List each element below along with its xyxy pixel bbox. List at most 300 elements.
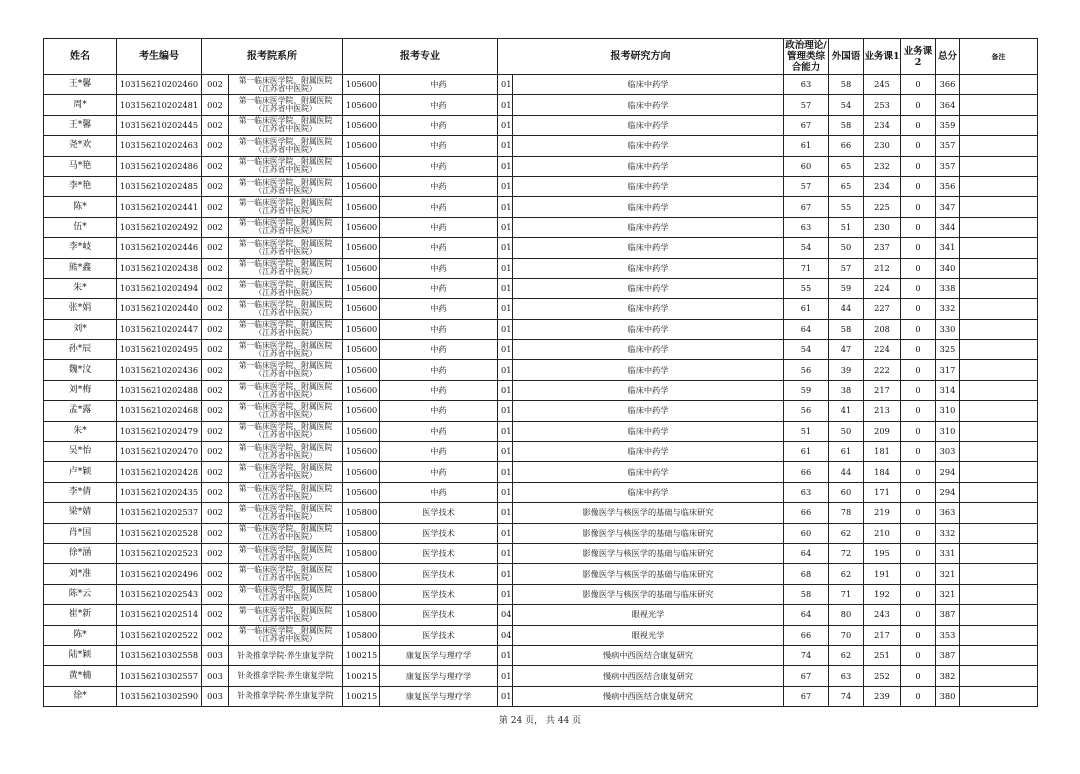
score-foreign: 58 <box>829 75 864 95</box>
remark <box>960 482 1038 502</box>
direction-name: 临床中药学 <box>513 115 784 135</box>
page-footer: 第 24 页， 共 44 页 <box>498 716 582 726</box>
candidate-name: 魏*汶 <box>44 360 117 380</box>
direction-name: 影像医学与核医学的基础与临床研究 <box>513 503 784 523</box>
score-course2: 0 <box>901 95 936 115</box>
major-code: 105600 <box>343 482 380 502</box>
remark <box>960 176 1038 196</box>
direction-name: 临床中药学 <box>513 278 784 298</box>
direction-code: 01 <box>498 136 513 156</box>
candidate-name: 陈*云 <box>44 584 117 604</box>
score-foreign: 51 <box>829 217 864 237</box>
exam-id: 103156210202494 <box>117 278 202 298</box>
dept-name-line1: 第一临床医学院、附属医院 <box>238 279 333 289</box>
direction-code: 01 <box>498 360 513 380</box>
score-foreign: 38 <box>829 380 864 400</box>
major-name: 中药 <box>380 380 498 400</box>
major-name: 医学技术 <box>380 625 498 645</box>
table-row <box>44 278 1038 298</box>
remark <box>960 543 1038 563</box>
candidate-name: 张*娟 <box>44 299 117 319</box>
dept-name <box>229 564 343 584</box>
dept-name-line2: （江苏省中医院） <box>254 165 317 175</box>
candidate-name: 李*倩 <box>44 482 117 502</box>
direction-code: 04 <box>498 605 513 625</box>
remark <box>960 686 1038 706</box>
table-row <box>44 625 1038 645</box>
direction-name: 临床中药学 <box>513 238 784 258</box>
dept-name <box>229 523 343 543</box>
score-politics: 64 <box>784 319 829 339</box>
candidate-name: 徐* <box>44 686 117 706</box>
score-politics: 60 <box>784 156 829 176</box>
direction-code: 01 <box>498 278 513 298</box>
score-total: 310 <box>936 421 960 441</box>
dept-name-line1: 第一临床医学院、附属医院 <box>238 503 333 513</box>
table-row <box>44 238 1038 258</box>
table-row <box>44 543 1038 563</box>
score-course1: 222 <box>864 360 901 380</box>
dept-name-line1: 第一临床医学院、附属医院 <box>238 340 333 350</box>
major-name: 中药 <box>380 421 498 441</box>
dept-name <box>229 340 343 360</box>
major-code: 105600 <box>343 238 380 258</box>
dept-name <box>229 217 343 237</box>
major-code: 105800 <box>343 584 380 604</box>
score-course2: 0 <box>901 605 936 625</box>
remark <box>960 421 1038 441</box>
dept-name-line1: 第一临床医学院、附属医院 <box>238 198 333 208</box>
candidate-name: 刘* <box>44 319 117 339</box>
major-name: 中药 <box>380 217 498 237</box>
dept-name <box>229 605 343 625</box>
dept-code: 002 <box>202 523 229 543</box>
score-course1: 234 <box>864 176 901 196</box>
score-foreign: 59 <box>829 278 864 298</box>
score-course1: 253 <box>864 95 901 115</box>
score-course2: 0 <box>901 686 936 706</box>
major-name: 康复医学与理疗学 <box>380 686 498 706</box>
score-course2: 0 <box>901 666 936 686</box>
score-course2: 0 <box>901 401 936 421</box>
dept-name-line2: （江苏省中医院） <box>254 369 317 379</box>
candidate-name: 尧*欢 <box>44 136 117 156</box>
dept-name-line1: 第一临床医学院、附属医院 <box>238 626 333 636</box>
direction-name: 临床中药学 <box>513 258 784 278</box>
header-name: 姓名 <box>44 39 117 75</box>
direction-name: 影像医学与核医学的基础与临床研究 <box>513 543 784 563</box>
dept-name <box>229 299 343 319</box>
score-foreign: 66 <box>829 136 864 156</box>
dept-code: 002 <box>202 605 229 625</box>
major-name: 中药 <box>380 299 498 319</box>
table-row <box>44 380 1038 400</box>
candidate-name: 黄*楠 <box>44 666 117 686</box>
dept-name-line2: （江苏省中医院） <box>254 348 317 358</box>
score-politics: 54 <box>784 340 829 360</box>
direction-name: 临床中药学 <box>513 299 784 319</box>
score-total: 325 <box>936 340 960 360</box>
score-course1: 219 <box>864 503 901 523</box>
dept-name <box>229 278 343 298</box>
dept-name-line2: （江苏省中医院） <box>254 532 317 542</box>
score-total: 332 <box>936 299 960 319</box>
dept-code: 002 <box>202 95 229 115</box>
remark <box>960 380 1038 400</box>
major-code: 105600 <box>343 156 380 176</box>
major-code: 105800 <box>343 523 380 543</box>
exam-id: 103156210202435 <box>117 482 202 502</box>
exam-id: 103156210202463 <box>117 136 202 156</box>
direction-name: 影像医学与核医学的基础与临床研究 <box>513 584 784 604</box>
dept-code: 002 <box>202 482 229 502</box>
dept-name <box>229 156 343 176</box>
exam-id: 103156210202496 <box>117 564 202 584</box>
candidate-name: 朱* <box>44 278 117 298</box>
direction-code: 01 <box>498 238 513 258</box>
dept-code: 002 <box>202 278 229 298</box>
score-foreign: 74 <box>829 686 864 706</box>
score-politics: 51 <box>784 421 829 441</box>
major-code: 105800 <box>343 625 380 645</box>
score-foreign: 65 <box>829 156 864 176</box>
table-row <box>44 645 1038 665</box>
score-course2: 0 <box>901 299 936 319</box>
direction-name: 临床中药学 <box>513 176 784 196</box>
score-politics: 67 <box>784 686 829 706</box>
dept-code: 002 <box>202 360 229 380</box>
major-name: 医学技术 <box>380 503 498 523</box>
score-course2: 0 <box>901 115 936 135</box>
direction-code: 01 <box>498 340 513 360</box>
direction-code: 01 <box>498 442 513 462</box>
table-row <box>44 136 1038 156</box>
score-course1: 209 <box>864 421 901 441</box>
remark <box>960 503 1038 523</box>
direction-code: 01 <box>498 462 513 482</box>
dept-name-line2: （江苏省中医院） <box>254 491 317 501</box>
score-total: 387 <box>936 605 960 625</box>
score-course2: 0 <box>901 645 936 665</box>
score-course2: 0 <box>901 75 936 95</box>
dept-name-line1: 第一临床医学院、附属医院 <box>238 238 333 248</box>
major-code: 100215 <box>343 666 380 686</box>
major-code: 100215 <box>343 686 380 706</box>
table-row <box>44 666 1038 686</box>
dept-code: 002 <box>202 197 229 217</box>
header-major: 报考专业 <box>343 39 498 75</box>
score-course1: 239 <box>864 686 901 706</box>
score-politics: 66 <box>784 462 829 482</box>
table-row <box>44 156 1038 176</box>
dept-code: 002 <box>202 340 229 360</box>
dept-name <box>229 319 343 339</box>
header-course2: 业务课2 <box>901 39 936 75</box>
major-name: 医学技术 <box>380 523 498 543</box>
exam-id: 103156210202428 <box>117 462 202 482</box>
exam-id: 103156210202438 <box>117 258 202 278</box>
dept-name-line1: 第一临床医学院、附属医院 <box>238 299 333 309</box>
remark <box>960 319 1038 339</box>
major-name: 中药 <box>380 95 498 115</box>
header-direction: 报考研究方向 <box>498 39 784 75</box>
direction-code: 01 <box>498 503 513 523</box>
score-politics: 64 <box>784 605 829 625</box>
dept-code: 003 <box>202 686 229 706</box>
dept-name-line1: 第一临床医学院、附属医院 <box>238 565 333 575</box>
exam-id: 103156210202495 <box>117 340 202 360</box>
score-foreign: 61 <box>829 442 864 462</box>
header-foreign: 外国语 <box>829 39 864 75</box>
dept-name <box>229 136 343 156</box>
score-course1: 251 <box>864 645 901 665</box>
table-row <box>44 442 1038 462</box>
direction-name: 临床中药学 <box>513 442 784 462</box>
direction-code: 01 <box>498 217 513 237</box>
exam-id: 103156210202445 <box>117 115 202 135</box>
score-course1: 224 <box>864 278 901 298</box>
dept-code: 002 <box>202 217 229 237</box>
candidate-name: 王*馨 <box>44 75 117 95</box>
score-politics: 60 <box>784 523 829 543</box>
major-name: 中药 <box>380 115 498 135</box>
dept-name-line2: （江苏省中医院） <box>254 409 317 419</box>
score-politics: 63 <box>784 75 829 95</box>
score-total: 353 <box>936 625 960 645</box>
score-foreign: 72 <box>829 543 864 563</box>
dept-name <box>229 584 343 604</box>
dept-name-line1: 第一临床医学院、附属医院 <box>238 463 333 473</box>
score-course2: 0 <box>901 238 936 258</box>
score-total: 340 <box>936 258 960 278</box>
direction-code: 01 <box>498 258 513 278</box>
dept-code: 002 <box>202 136 229 156</box>
dept-name <box>229 625 343 645</box>
dept-code: 002 <box>202 319 229 339</box>
score-foreign: 41 <box>829 401 864 421</box>
dept-name-line2: （江苏省中医院） <box>254 450 317 460</box>
score-course2: 0 <box>901 442 936 462</box>
score-foreign: 39 <box>829 360 864 380</box>
dept-name-line2: （江苏省中医院） <box>254 124 317 134</box>
dept-name-line2: （江苏省中医院） <box>254 206 317 216</box>
score-course1: 210 <box>864 523 901 543</box>
score-course2: 0 <box>901 421 936 441</box>
dept-name-line2: （江苏省中医院） <box>254 634 317 644</box>
score-course2: 0 <box>901 625 936 645</box>
score-course2: 0 <box>901 462 936 482</box>
score-politics: 54 <box>784 238 829 258</box>
major-name: 中药 <box>380 401 498 421</box>
dept-code: 002 <box>202 503 229 523</box>
candidate-name: 陈* <box>44 625 117 645</box>
dept-code: 003 <box>202 645 229 665</box>
table-row <box>44 462 1038 482</box>
dept-name-line2: （江苏省中医院） <box>254 471 317 481</box>
dept-name-line1: 第一临床医学院、附属医院 <box>238 259 333 269</box>
dept-name-line2: （江苏省中医院） <box>254 511 317 521</box>
dept-name <box>229 401 343 421</box>
direction-code: 01 <box>498 543 513 563</box>
remark <box>960 299 1038 319</box>
dept-name-line1: 针灸推拿学院·养生康复学院 <box>237 691 334 701</box>
major-name: 医学技术 <box>380 584 498 604</box>
direction-code: 01 <box>498 115 513 135</box>
major-name: 医学技术 <box>380 543 498 563</box>
score-foreign: 58 <box>829 115 864 135</box>
header-politics: 政治理论/管理类综合能力 <box>785 40 827 73</box>
score-foreign: 58 <box>829 319 864 339</box>
score-politics: 58 <box>784 584 829 604</box>
score-total: 387 <box>936 645 960 665</box>
exam-id: 103156210202436 <box>117 360 202 380</box>
direction-code: 01 <box>498 686 513 706</box>
dept-name <box>229 258 343 278</box>
score-total: 321 <box>936 584 960 604</box>
score-foreign: 63 <box>829 666 864 686</box>
major-name: 中药 <box>380 319 498 339</box>
exam-id: 103156210202537 <box>117 503 202 523</box>
dept-name-line2: （江苏省中医院） <box>254 287 317 297</box>
dept-name-line1: 针灸推拿学院·养生康复学院 <box>237 671 334 681</box>
direction-code: 01 <box>498 421 513 441</box>
exam-id: 103156210202481 <box>117 95 202 115</box>
remark <box>960 442 1038 462</box>
exam-id: 103156210202479 <box>117 421 202 441</box>
score-total: 382 <box>936 666 960 686</box>
remark <box>960 136 1038 156</box>
exam-id: 103156210202447 <box>117 319 202 339</box>
major-code: 105600 <box>343 115 380 135</box>
score-course1: 195 <box>864 543 901 563</box>
major-code: 105800 <box>343 564 380 584</box>
exam-id: 103156210202485 <box>117 176 202 196</box>
dept-name-line2: （江苏省中医院） <box>254 185 317 195</box>
score-foreign: 70 <box>829 625 864 645</box>
remark <box>960 95 1038 115</box>
major-name: 中药 <box>380 136 498 156</box>
remark <box>960 115 1038 135</box>
score-foreign: 57 <box>829 258 864 278</box>
major-code: 105600 <box>343 176 380 196</box>
major-name: 中药 <box>380 482 498 502</box>
major-code: 105600 <box>343 380 380 400</box>
score-total: 317 <box>936 360 960 380</box>
score-course1: 217 <box>864 380 901 400</box>
direction-code: 01 <box>498 584 513 604</box>
score-course1: 217 <box>864 625 901 645</box>
dept-code: 002 <box>202 176 229 196</box>
score-total: 294 <box>936 482 960 502</box>
dept-name-line1: 第一临床医学院、附属医院 <box>238 361 333 371</box>
dept-name-line2: （江苏省中医院） <box>254 307 317 317</box>
dept-code: 003 <box>202 666 229 686</box>
score-total: 310 <box>936 401 960 421</box>
direction-code: 01 <box>498 666 513 686</box>
dept-code: 002 <box>202 258 229 278</box>
dept-code: 002 <box>202 75 229 95</box>
header-row <box>44 39 1038 75</box>
direction-code: 01 <box>498 299 513 319</box>
score-politics: 63 <box>784 217 829 237</box>
candidate-name: 李*艳 <box>44 176 117 196</box>
table-row <box>44 197 1038 217</box>
score-course2: 0 <box>901 543 936 563</box>
dept-name-line1: 第一临床医学院、附属医院 <box>238 96 333 106</box>
exam-id: 103156210202543 <box>117 584 202 604</box>
score-total: 303 <box>936 442 960 462</box>
remark <box>960 564 1038 584</box>
score-total: 363 <box>936 503 960 523</box>
major-code: 100215 <box>343 645 380 665</box>
score-table <box>43 38 1038 707</box>
direction-code: 01 <box>498 95 513 115</box>
direction-code: 04 <box>498 625 513 645</box>
score-total: 321 <box>936 564 960 584</box>
dept-name <box>229 503 343 523</box>
dept-name-line2: （江苏省中医院） <box>254 389 317 399</box>
score-politics: 57 <box>784 176 829 196</box>
remark <box>960 666 1038 686</box>
direction-name: 临床中药学 <box>513 156 784 176</box>
score-course2: 0 <box>901 340 936 360</box>
candidate-name: 崔*新 <box>44 605 117 625</box>
dept-name-line2: （江苏省中医院） <box>254 573 317 583</box>
candidate-name: 王*馨 <box>44 115 117 135</box>
direction-name: 临床中药学 <box>513 217 784 237</box>
candidate-name: 吴*怡 <box>44 442 117 462</box>
candidate-name: 周* <box>44 95 117 115</box>
score-total: 338 <box>936 278 960 298</box>
remark <box>960 217 1038 237</box>
dept-name-line1: 针灸推拿学院·养生康复学院 <box>237 650 334 660</box>
exam-id: 103156210302558 <box>117 645 202 665</box>
dept-name <box>229 462 343 482</box>
direction-name: 慢病中西医结合康复研究 <box>513 666 784 686</box>
dept-name-line1: 第一临床医学院、附属医院 <box>238 218 333 228</box>
exam-id: 103156210202441 <box>117 197 202 217</box>
score-foreign: 60 <box>829 482 864 502</box>
dept-name-line1: 第一临床医学院、附属医院 <box>238 442 333 452</box>
exam-id: 103156210202492 <box>117 217 202 237</box>
table-row <box>44 217 1038 237</box>
remark <box>960 340 1038 360</box>
table-row <box>44 421 1038 441</box>
major-code: 105800 <box>343 503 380 523</box>
dept-code: 002 <box>202 380 229 400</box>
dept-code: 002 <box>202 543 229 563</box>
candidate-name: 肖*国 <box>44 523 117 543</box>
dept-name-line1: 第一临床医学院、附属医院 <box>238 381 333 391</box>
header-total: 总分 <box>936 39 960 75</box>
header-dept: 报考院系所 <box>202 39 343 75</box>
score-course1: 192 <box>864 584 901 604</box>
table-row <box>44 95 1038 115</box>
direction-code: 01 <box>498 319 513 339</box>
score-course2: 0 <box>901 136 936 156</box>
score-foreign: 62 <box>829 564 864 584</box>
dept-code: 002 <box>202 584 229 604</box>
direction-code: 01 <box>498 197 513 217</box>
table-row <box>44 523 1038 543</box>
score-politics: 61 <box>784 442 829 462</box>
exam-id: 103156210202488 <box>117 380 202 400</box>
candidate-name: 梁*婧 <box>44 503 117 523</box>
candidate-name: 伍* <box>44 217 117 237</box>
score-course2: 0 <box>901 584 936 604</box>
score-total: 364 <box>936 95 960 115</box>
major-code: 105600 <box>343 442 380 462</box>
